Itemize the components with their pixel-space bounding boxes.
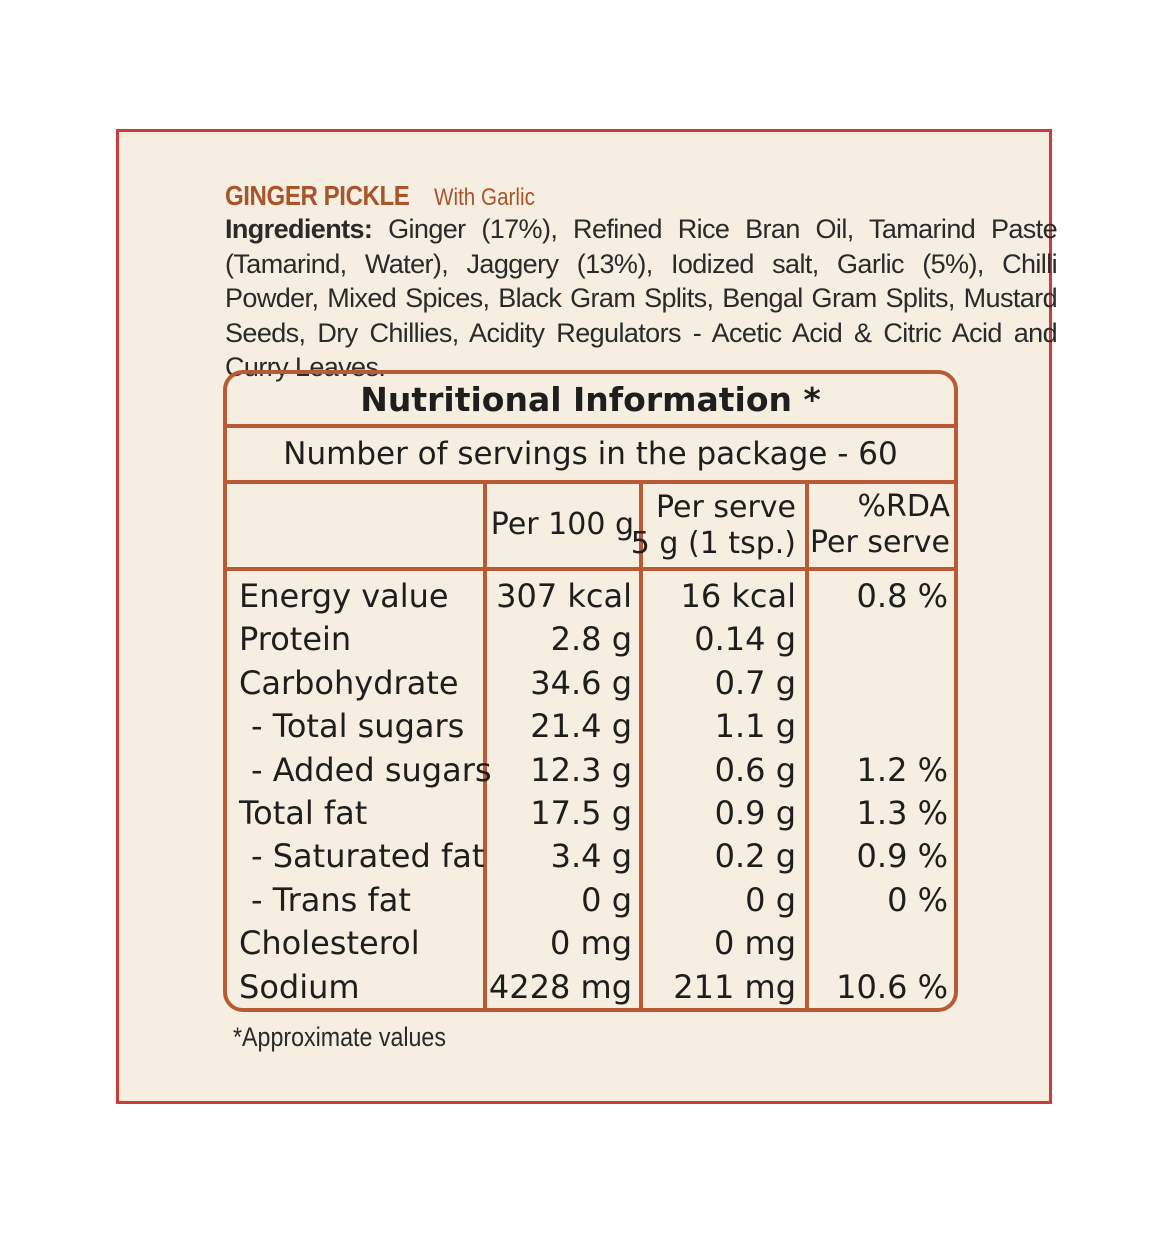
value-per-serve: 0.6 g: [714, 750, 796, 789]
ingredients-paragraph: [225, 212, 1057, 385]
value-per-100g: 3.4 g: [550, 837, 632, 876]
nutrient-name: Sodium: [239, 967, 360, 1006]
value-per-100g: 12.3 g: [530, 750, 632, 789]
nutrient-name: Total fat: [239, 794, 368, 832]
value-rda: 1.2 %: [856, 750, 948, 789]
value-per-100g: 307 kcal: [496, 577, 632, 615]
column-divider: [805, 480, 809, 1008]
value-rda: 10.6 %: [836, 967, 948, 1006]
value-rda: 0.8 %: [856, 577, 948, 615]
value-per-100g: 21.4 g: [530, 707, 632, 746]
column-header-rda-per-serve: Per serve: [810, 525, 950, 560]
servings-count: Number of servings in the package - 60: [283, 436, 898, 472]
value-per-serve: 0.9 g: [714, 794, 796, 832]
value-rda: 0.9 %: [856, 837, 948, 876]
nutrient-name: - Total sugars: [251, 707, 465, 746]
value-per-serve: 211 mg: [673, 967, 796, 1006]
column-header-serving-size: 5 g (1 tsp.): [630, 526, 796, 561]
nutrient-name: Cholesterol: [239, 924, 420, 963]
column-header-per-serve: Per serve: [656, 490, 796, 525]
table-divider: [227, 567, 954, 571]
value-per-serve: 16 kcal: [680, 577, 796, 615]
value-per-serve: 0.14 g: [694, 620, 796, 659]
value-per-serve: 0 mg: [713, 924, 796, 963]
nutrient-name: Protein: [239, 620, 352, 659]
nutrient-name: - Added sugars: [251, 750, 492, 789]
table-title: Nutritional Information *: [360, 380, 821, 419]
value-per-serve: 0.7 g: [714, 663, 796, 702]
ingredients-label: Ingredients:: [225, 214, 373, 244]
column-divider: [483, 480, 487, 1008]
nutrient-name: - Saturated fat: [251, 837, 485, 876]
value-per-100g: 0 mg: [549, 924, 632, 963]
nutrition-table: [223, 370, 958, 1012]
value-per-100g: 34.6 g: [530, 663, 632, 702]
product-name: GINGER PICKLE: [225, 180, 410, 211]
nutrition-label-panel: [116, 129, 1057, 1104]
value-per-serve: 0.2 g: [714, 837, 796, 876]
value-rda: 0 %: [887, 880, 948, 919]
value-per-100g: 2.8 g: [550, 620, 632, 659]
nutrient-name: Carbohydrate: [239, 663, 459, 702]
value-rda: 1.3 %: [856, 794, 948, 832]
product-title: [225, 180, 551, 212]
column-header-rda: %RDA: [857, 489, 950, 524]
footnote: *Approximate values: [233, 1022, 446, 1052]
table-divider: [227, 424, 954, 428]
value-per-100g: 17.5 g: [530, 794, 632, 832]
column-header-per-100g: Per 100 g: [490, 507, 634, 542]
ingredients-text: Ginger (17%), Refined Rice Bran Oil, Tamarind Paste (Tamarind, Water), Jaggery (13%), Iodized salt, Garlic (5%), Chilli Powder, Mixed Spices, Black Gram Splits, Bengal Gram Splits, Mustard Seeds, Dry Chillies, Acidity Regulators - Acetic Acid & Citric Acid and Curry Leaves.: [225, 214, 1057, 382]
nutrient-name: Energy value: [239, 577, 449, 615]
value-per-100g: 0 g: [581, 880, 632, 919]
product-variant: With Garlic: [433, 184, 535, 211]
value-per-100g: 4228 mg: [488, 967, 632, 1006]
value-per-serve: 1.1 g: [714, 707, 796, 746]
value-per-serve: 0 g: [745, 880, 796, 919]
nutrient-name: - Trans fat: [251, 880, 411, 919]
table-divider: [227, 480, 954, 484]
